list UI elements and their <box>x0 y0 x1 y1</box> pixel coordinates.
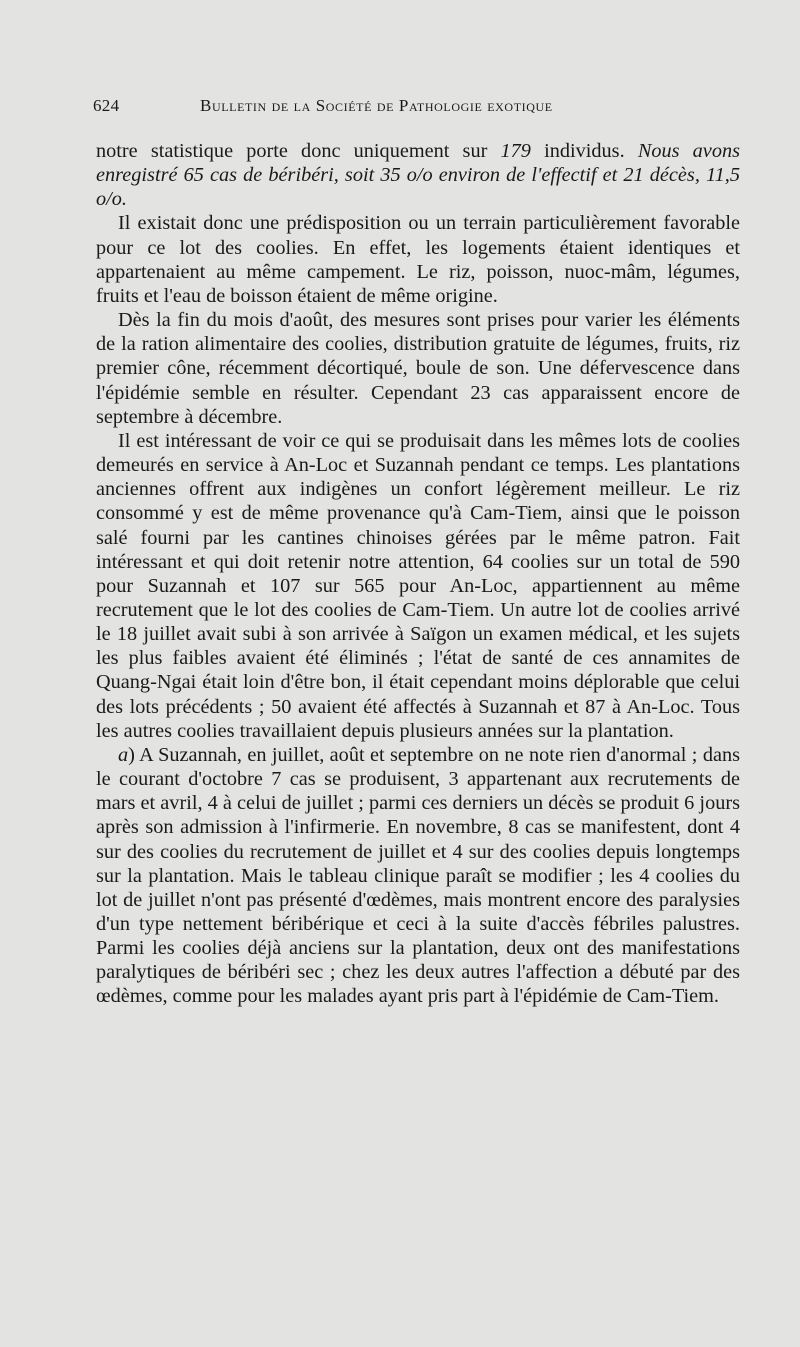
text-run: notre statistique porte donc uniquement sur <box>96 140 501 162</box>
italic-text: a <box>118 743 129 766</box>
page-header <box>93 96 743 122</box>
text-run: ) A Suzannah, en juillet, août et septembre on ne note rien d'anormal ; dans le courant d'octobre 7 cas se produisent, 3 appartenant aux recrutements de mars et avril, 4 à celui de juillet ; parmi ces derniers un décès se produit 6 jours après son admission à l'infirmerie. En novembre, 8 cas se manifestent, dont 4 sur des coolies du recrutement de juillet et 4 sur des coolies depuis longtemps sur la plantation. Mais le tableau clinique paraît se modifier ; les 4 coolies du lot de juillet n'ont pas présenté d'œdèmes, mais montrent encore des paralysies d'un type nettement béribérique et ceci à la suite d'accès fébriles palustres. Parmi les coolies déjà anciens sur la plantation, deux ont des manifestations paralytiques de béribéri sec ; chez les deux autres l'affection a débuté par des œdèmes, comme pour les malades ayant pris part à l'épidémie de Cam-Tiem. <box>96 743 740 1008</box>
paragraph <box>96 429 740 743</box>
paragraph <box>96 743 740 1009</box>
text-run: Il existait donc une prédisposition ou un terrain particulièrement favorable pour ce lot des coolies. En effet, les logements étaient identiques et appartenaient au même campement. Le riz, poisson, nuoc-mâm, légumes, fruits et l'eau de boisson étaient de même origine. <box>96 212 740 307</box>
paragraph <box>96 211 740 308</box>
page-number: 624 <box>93 96 120 115</box>
paragraph <box>96 308 740 429</box>
italic-text: 179 <box>500 140 531 162</box>
text-run: Il est intéressant de voir ce qui se produisait dans les mêmes lots de coolies demeurés en service à An-Loc et Suzannah pendant ce temps. Les plantations anciennes offrent aux indigènes un confort légèrement meilleur. Le riz consommé y est de même provenance qu'à Cam-Tiem, ainsi que le poisson salé fourni par les cantines chinoises gérées par le même patron. Fait intéressant et qui doit retenir notre attention, 64 coolies sur un total de 590 pour Suzannah et 107 sur 565 pour An-Loc, appartiennent au même recrutement que le lot des coolies de Cam-Tiem. Un autre lot de coolies arrivé le 18 juillet avait subi à son arrivée à Saïgon un examen médical, et les sujets les plus faibles avaient été éliminés ; l'état de santé de ces annamites de Quang-Ngai était loin d'être bon, il était cependant moins déplorable que celui des lots précédents ; 50 avaient été affectés à Suzannah et 87 à An-Loc. Tous les autres coolies travaillaient depuis plusieurs années sur la plantation. <box>96 429 740 742</box>
text-run: individus. <box>530 140 638 162</box>
paragraph <box>96 139 740 211</box>
running-title: Bulletin de la Société de Pathologie exotique <box>200 96 553 115</box>
text-run: Dès la fin du mois d'août, des mesures sont prises pour varier les éléments de la ration alimentaire des coolies, distribution gratuite de légumes, fruits, riz premier cône, récemment décortiqué, boule de son. Une défervescence dans l'épidémie semble en résulter. Cependant 23 cas apparaissent encore de septembre à décembre. <box>96 309 740 428</box>
body-text <box>96 139 740 1009</box>
italic-text: Nous avons enregistré 65 cas de béribéri, soit 35 o/o environ de l'effectif et 21 décès, 11,5 o/o. <box>96 140 740 211</box>
